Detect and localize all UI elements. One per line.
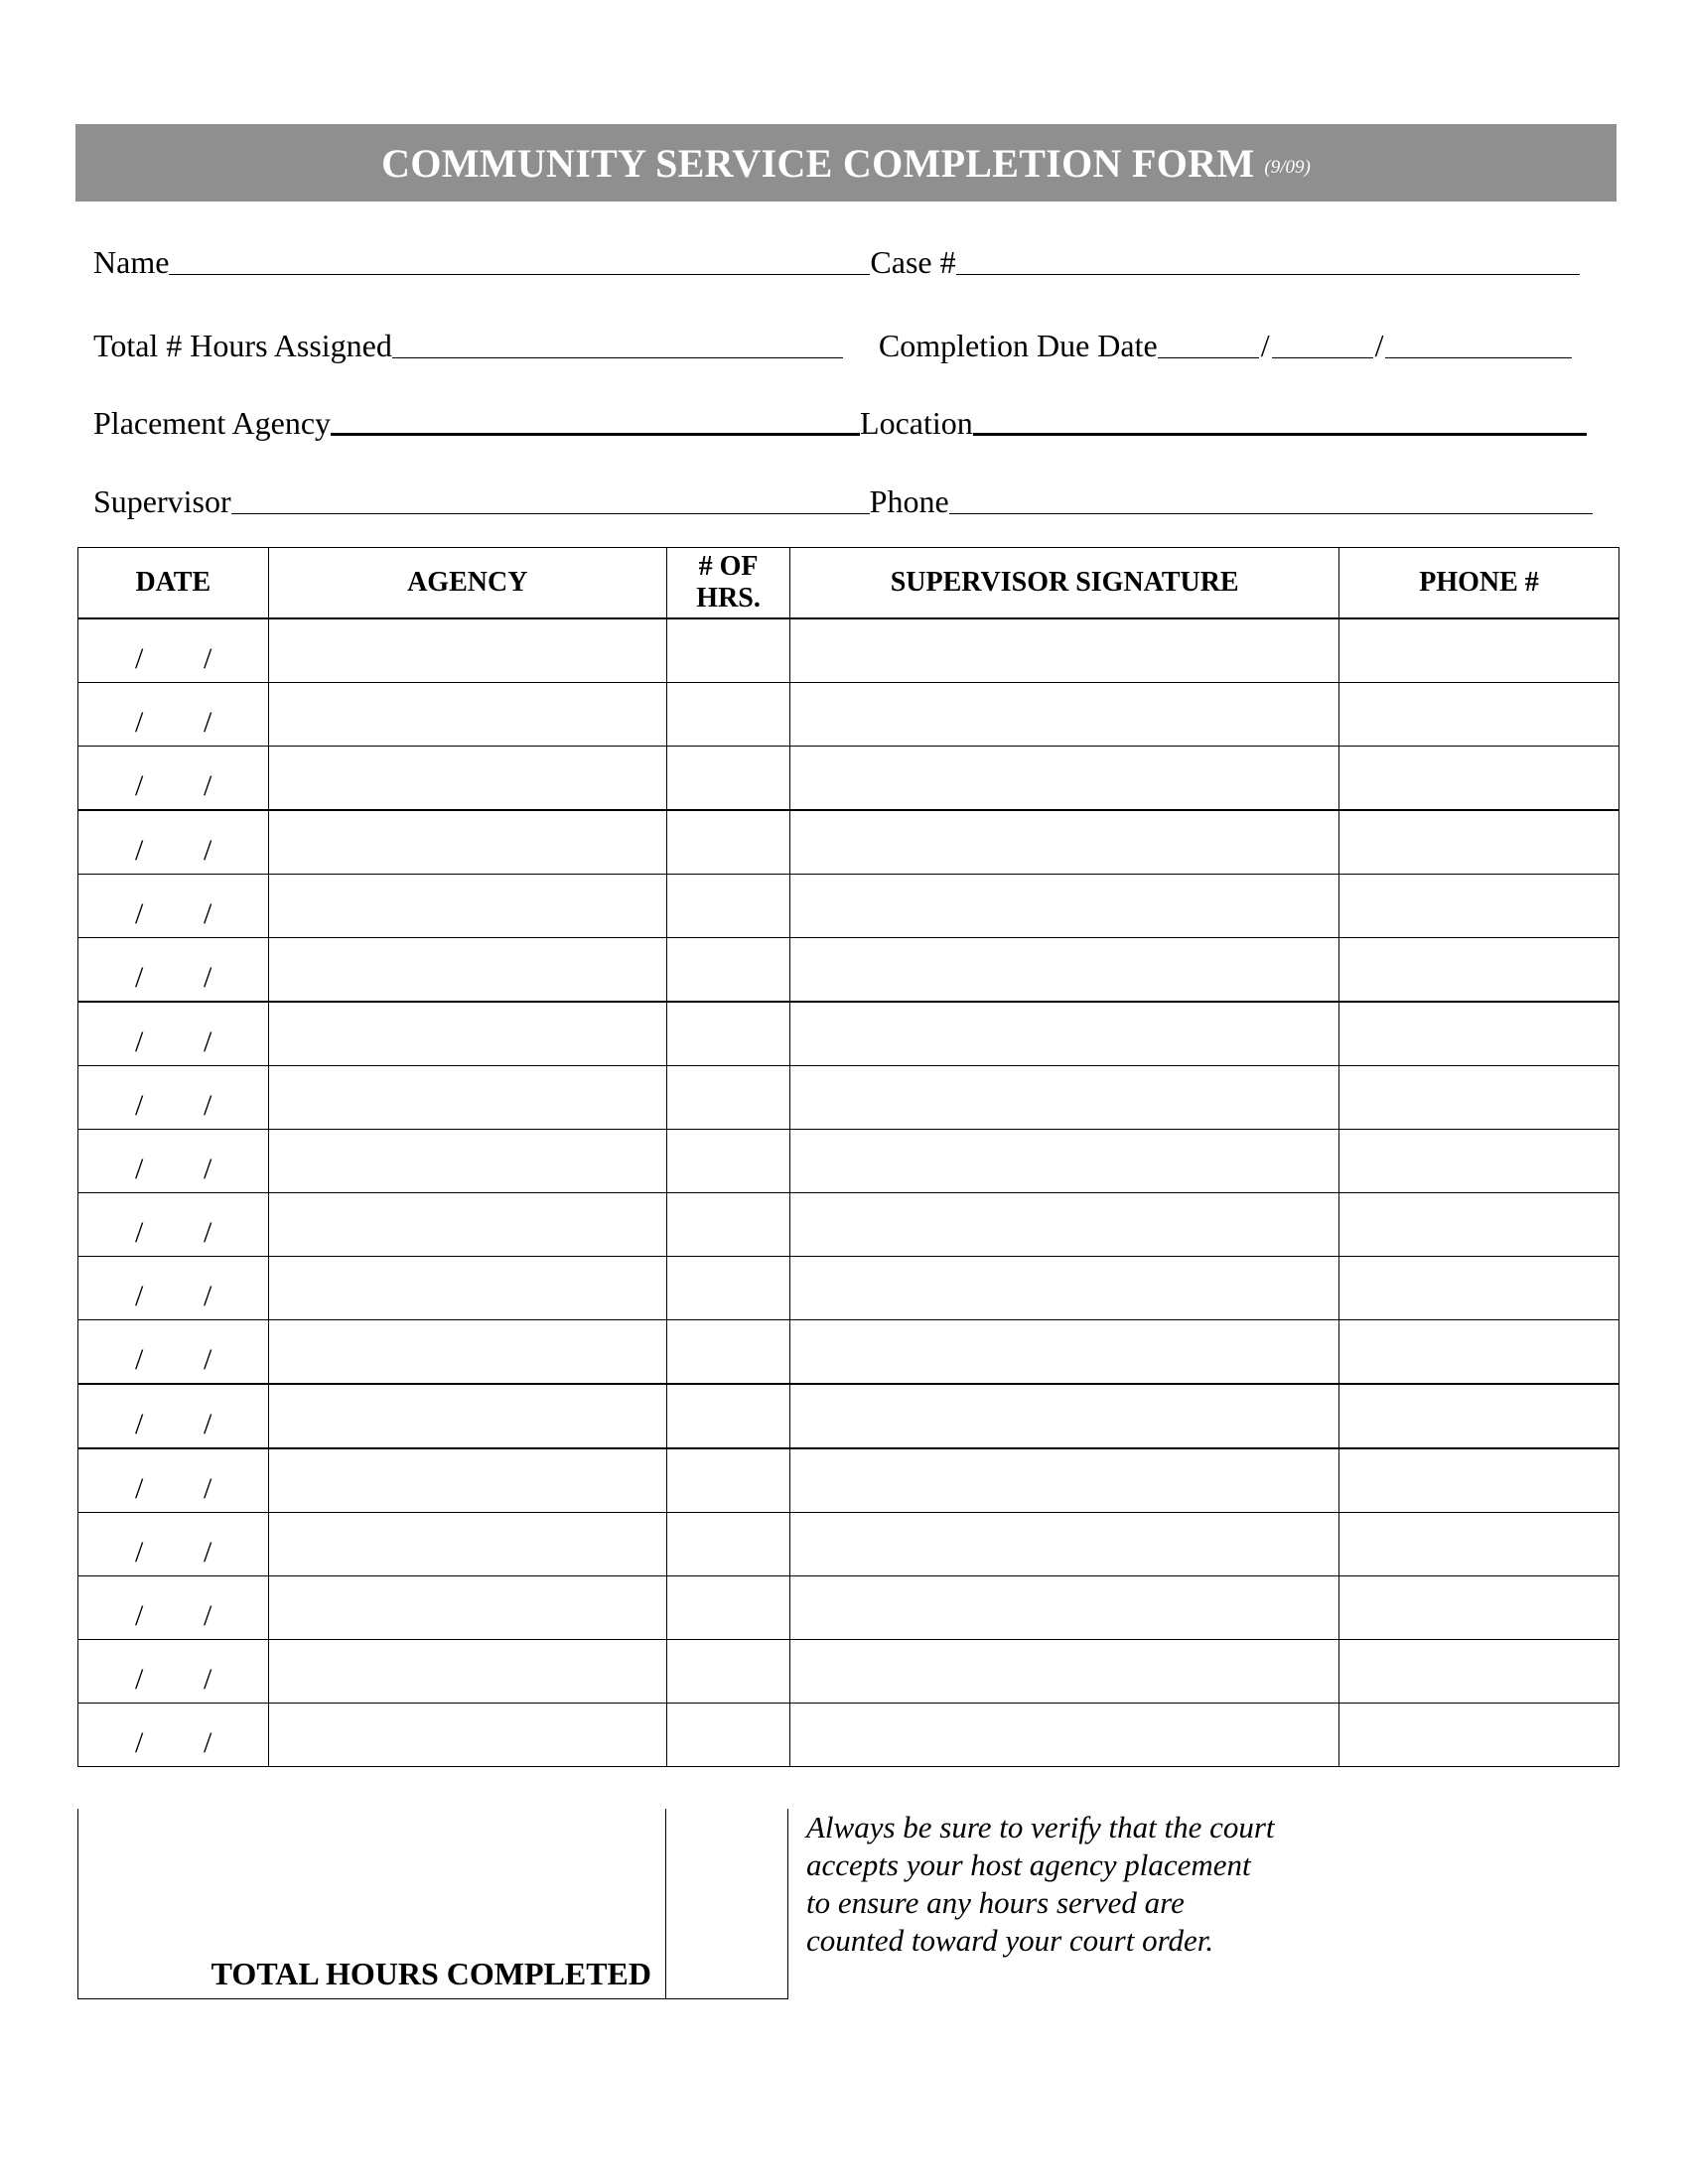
date-cell[interactable] (78, 1513, 269, 1576)
date-slash: / (204, 642, 212, 675)
agency-cell[interactable] (268, 1448, 666, 1513)
signature-cell[interactable] (790, 1257, 1339, 1320)
hours-cell[interactable] (666, 1193, 789, 1257)
signature-cell[interactable] (790, 1640, 1339, 1704)
agency-cell[interactable] (268, 618, 666, 683)
location-blank[interactable] (973, 432, 1587, 436)
date-cell[interactable] (78, 875, 269, 938)
column-header-date: DATE (78, 548, 269, 619)
phone-cell[interactable] (1339, 747, 1619, 811)
signature-cell[interactable] (790, 618, 1339, 683)
phone-cell[interactable] (1339, 1640, 1619, 1704)
placement-agency-label: Placement Agency (93, 405, 332, 441)
table-header-row (78, 548, 1619, 619)
date-slash: / (135, 1536, 144, 1569)
date-slash: / (204, 1472, 212, 1505)
case-field[interactable] (870, 246, 1579, 278)
date-cell[interactable] (78, 1448, 269, 1513)
date-cell[interactable] (78, 1130, 269, 1193)
agency-cell[interactable] (268, 683, 666, 747)
placement-agency-blank[interactable] (331, 432, 860, 436)
date-slash: / (135, 1280, 144, 1312)
date-slash: / (204, 769, 212, 802)
phone-label: Phone (869, 483, 949, 519)
date-cell[interactable] (78, 1257, 269, 1320)
phone-cell[interactable] (1339, 1257, 1619, 1320)
table-row (78, 810, 1619, 875)
phone-blank[interactable] (949, 512, 1593, 514)
date-cell[interactable] (78, 747, 269, 811)
date-cell[interactable] (78, 1384, 269, 1448)
date-slash: / (135, 1472, 144, 1505)
hours-cell[interactable] (666, 747, 789, 811)
date-slash: / (204, 834, 212, 867)
agency-cell[interactable] (268, 1576, 666, 1640)
signature-cell[interactable] (790, 1320, 1339, 1385)
signature-cell[interactable] (790, 1130, 1339, 1193)
date-slash: / (204, 1153, 212, 1185)
table-row (78, 1576, 1619, 1640)
phone-cell[interactable] (1339, 1130, 1619, 1193)
hours-cell[interactable] (666, 1576, 789, 1640)
hours-cell[interactable] (666, 1513, 789, 1576)
date-slash: / (135, 1599, 144, 1632)
date-slash: / (135, 1216, 144, 1249)
hours-cell[interactable] (666, 875, 789, 938)
phone-cell[interactable] (1339, 1513, 1619, 1576)
case-blank[interactable] (956, 273, 1580, 275)
agency-cell[interactable] (268, 1257, 666, 1320)
date-slash: / (135, 1089, 144, 1122)
phone-cell[interactable] (1339, 1384, 1619, 1448)
hours-assigned-label: Total # Hours Assigned (93, 328, 392, 363)
total-hours-label-cell (77, 1809, 666, 1999)
due-date-year-blank[interactable] (1385, 356, 1572, 358)
column-header-phone: PHONE # (1339, 548, 1619, 619)
due-date-day-blank[interactable] (1272, 356, 1373, 358)
name-label: Name (93, 244, 170, 280)
date-cell[interactable] (78, 1704, 269, 1767)
date-slash: / (204, 1599, 212, 1632)
hours-due-row (93, 322, 1603, 361)
case-label: Case # (870, 244, 956, 280)
agency-cell[interactable] (268, 1130, 666, 1193)
phone-cell[interactable] (1339, 683, 1619, 747)
total-hours-label: TOTAL HOURS COMPLETED (211, 1956, 651, 1991)
date-slash: / (204, 961, 212, 994)
agency-cell[interactable] (268, 875, 666, 938)
location-label: Location (860, 405, 973, 441)
date-cell[interactable] (78, 938, 269, 1003)
column-header-supervisor-signature: SUPERVISOR SIGNATURE (790, 548, 1339, 619)
date-slash: / (204, 1726, 212, 1759)
placement-agency-field[interactable] (93, 407, 860, 439)
date-slash: / (204, 1663, 212, 1696)
hours-cell[interactable] (666, 1130, 789, 1193)
hours-cell[interactable] (666, 938, 789, 1003)
agency-cell[interactable] (268, 1193, 666, 1257)
note-line: to ensure any hours served are (806, 1885, 1185, 1920)
due-date-label: Completion Due Date (878, 328, 1158, 363)
form-title: COMMUNITY SERVICE COMPLETION FORM (381, 140, 1255, 186)
agency-cell[interactable] (268, 1640, 666, 1704)
table-row (78, 683, 1619, 747)
agency-cell[interactable] (268, 1384, 666, 1448)
date-slash: / (204, 1280, 212, 1312)
due-date-slash-1: / (1260, 328, 1270, 363)
date-slash: / (135, 1025, 144, 1058)
hours-cell[interactable] (666, 810, 789, 875)
date-cell[interactable] (78, 618, 269, 683)
table-row (78, 1704, 1619, 1767)
hours-cell[interactable] (666, 683, 789, 747)
phone-cell[interactable] (1339, 1066, 1619, 1130)
hours-cell[interactable] (666, 1640, 789, 1704)
signature-cell[interactable] (790, 1448, 1339, 1513)
total-hours-input-cell[interactable] (664, 1809, 788, 1999)
signature-cell[interactable] (790, 1384, 1339, 1448)
table-row (78, 747, 1619, 811)
signature-cell[interactable] (790, 1513, 1339, 1576)
table-row (78, 1193, 1619, 1257)
date-cell[interactable] (78, 1640, 269, 1704)
hours-cell[interactable] (666, 1066, 789, 1130)
date-cell[interactable] (78, 1193, 269, 1257)
date-slash: / (135, 706, 144, 739)
date-slash: / (204, 1408, 212, 1440)
supervisor-phone-row (93, 478, 1603, 517)
agency-cell[interactable] (268, 1066, 666, 1130)
phone-cell[interactable] (1339, 1320, 1619, 1385)
signature-cell[interactable] (790, 1193, 1339, 1257)
hours-cell[interactable] (666, 618, 789, 683)
phone-cell[interactable] (1339, 875, 1619, 938)
phone-cell[interactable] (1339, 1002, 1619, 1066)
phone-cell[interactable] (1339, 938, 1619, 1003)
signature-cell[interactable] (790, 810, 1339, 875)
table-row (78, 1257, 1619, 1320)
signature-cell[interactable] (790, 747, 1339, 811)
date-slash: / (204, 706, 212, 739)
due-date-month-blank[interactable] (1158, 356, 1259, 358)
date-slash: / (204, 897, 212, 930)
table-row (78, 1066, 1619, 1130)
note-line: accepts your host agency placement (806, 1847, 1251, 1882)
phone-cell[interactable] (1339, 1448, 1619, 1513)
due-date-field[interactable] (879, 330, 1573, 361)
date-slash: / (135, 897, 144, 930)
table-row (78, 938, 1619, 1003)
form-version: (9/09) (1264, 157, 1311, 178)
date-slash: / (135, 769, 144, 802)
note-line: counted toward your court order. (806, 1923, 1214, 1958)
hours-cell[interactable] (666, 1448, 789, 1513)
name-case-row (93, 238, 1603, 278)
date-slash: / (135, 1153, 144, 1185)
table-row (78, 1320, 1619, 1385)
agency-cell[interactable] (268, 1002, 666, 1066)
form-title-banner (75, 124, 1617, 202)
date-slash: / (204, 1536, 212, 1569)
hours-cell[interactable] (666, 1257, 789, 1320)
hours-assigned-field[interactable] (93, 330, 843, 361)
date-slash: / (204, 1343, 212, 1376)
phone-cell[interactable] (1339, 810, 1619, 875)
signature-cell[interactable] (790, 938, 1339, 1003)
date-slash: / (135, 961, 144, 994)
date-cell[interactable] (78, 1320, 269, 1385)
signature-cell[interactable] (790, 1002, 1339, 1066)
phone-cell[interactable] (1339, 1704, 1619, 1767)
signature-cell[interactable] (790, 1704, 1339, 1767)
date-slash: / (135, 1408, 144, 1440)
agency-cell[interactable] (268, 1320, 666, 1385)
phone-field[interactable] (870, 485, 1593, 517)
supervisor-blank[interactable] (231, 512, 870, 514)
due-date-slash-2: / (1374, 328, 1384, 363)
agency-cell[interactable] (268, 938, 666, 1003)
hours-cell[interactable] (666, 1704, 789, 1767)
service-log-table (77, 547, 1619, 1767)
note-line: Always be sure to verify that the court (806, 1810, 1275, 1844)
signature-cell[interactable] (790, 683, 1339, 747)
agency-location-row (93, 399, 1603, 439)
date-cell[interactable] (78, 1066, 269, 1130)
supervisor-field[interactable] (93, 485, 870, 517)
name-blank[interactable] (169, 273, 870, 275)
hours-cell[interactable] (666, 1002, 789, 1066)
date-slash: / (204, 1025, 212, 1058)
column-header-agency: AGENCY (268, 548, 666, 619)
date-slash: / (135, 642, 144, 675)
phone-cell[interactable] (1339, 1193, 1619, 1257)
agency-cell[interactable] (268, 1704, 666, 1767)
signature-cell[interactable] (790, 875, 1339, 938)
agency-cell[interactable] (268, 1513, 666, 1576)
table-row (78, 875, 1619, 938)
agency-cell[interactable] (268, 747, 666, 811)
date-slash: / (204, 1089, 212, 1122)
name-field[interactable] (93, 246, 870, 278)
date-cell[interactable] (78, 1576, 269, 1640)
table-row (78, 1002, 1619, 1066)
table-row (78, 1513, 1619, 1576)
date-slash: / (135, 1343, 144, 1376)
date-cell[interactable] (78, 810, 269, 875)
verification-note (806, 1809, 1362, 1960)
location-field[interactable] (860, 407, 1587, 439)
date-slash: / (204, 1216, 212, 1249)
agency-cell[interactable] (268, 810, 666, 875)
signature-cell[interactable] (790, 1576, 1339, 1640)
date-cell[interactable] (78, 1002, 269, 1066)
hours-assigned-blank[interactable] (392, 356, 843, 358)
date-slash: / (135, 1663, 144, 1696)
table-row (78, 1384, 1619, 1448)
date-cell[interactable] (78, 683, 269, 747)
table-row (78, 1448, 1619, 1513)
supervisor-label: Supervisor (93, 483, 231, 519)
hours-cell[interactable] (666, 1384, 789, 1448)
signature-cell[interactable] (790, 1066, 1339, 1130)
date-slash: / (135, 834, 144, 867)
hours-cell[interactable] (666, 1320, 789, 1385)
date-slash: / (135, 1726, 144, 1759)
phone-cell[interactable] (1339, 618, 1619, 683)
column-header-hours: # OF HRS. (666, 548, 789, 619)
table-row (78, 1130, 1619, 1193)
table-row (78, 1640, 1619, 1704)
table-row (78, 618, 1619, 683)
phone-cell[interactable] (1339, 1576, 1619, 1640)
